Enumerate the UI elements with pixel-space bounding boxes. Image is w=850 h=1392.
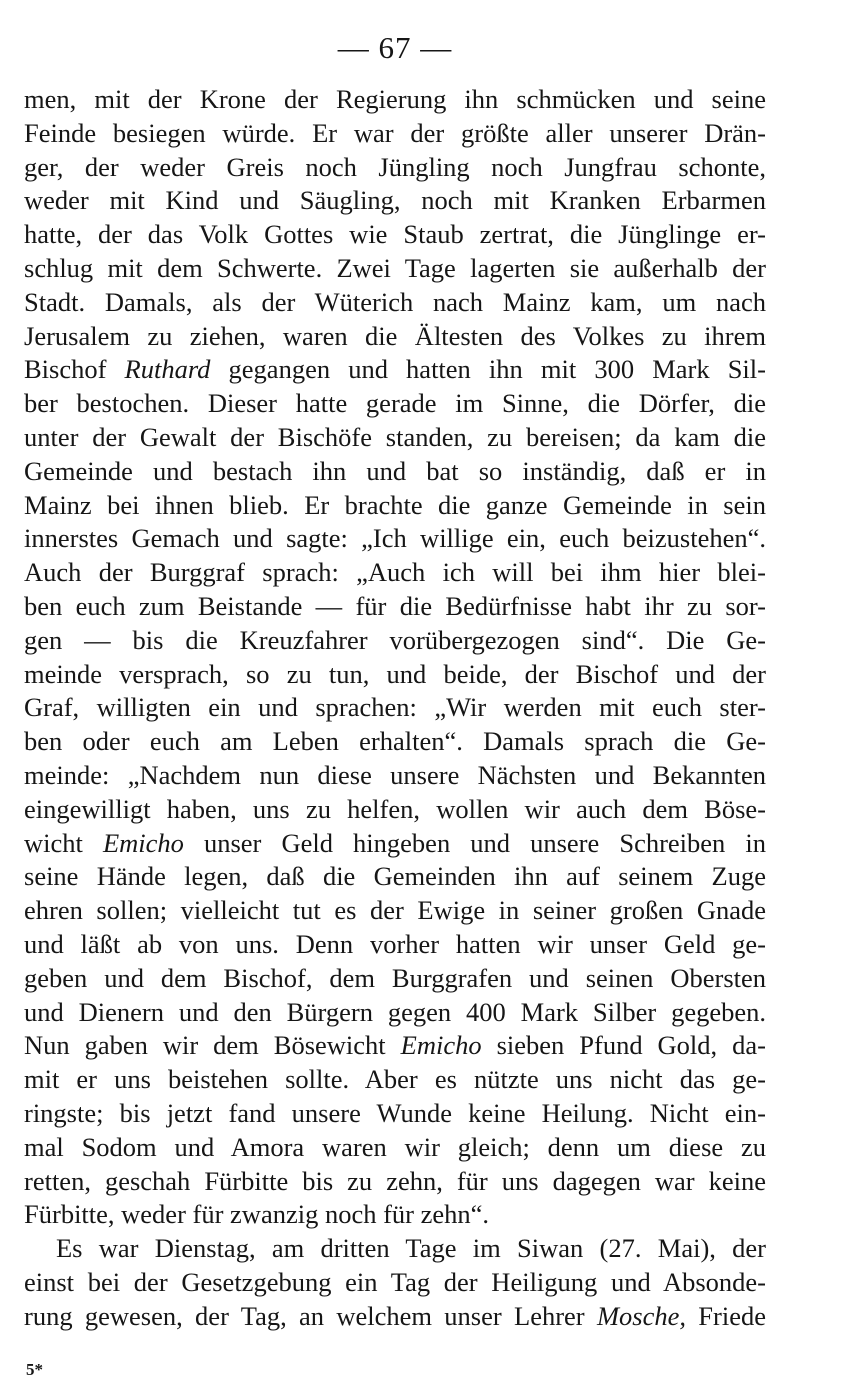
line-text: eingewilligt haben, uns zu helfen, wollen wir auch dem Böse- bbox=[24, 793, 766, 824]
text-line bbox=[24, 759, 766, 793]
line-text: geben und dem Bischof, dem Burggrafen und seinen Obersten bbox=[24, 962, 766, 993]
italic-name: Mosche, bbox=[596, 1300, 686, 1331]
line-text: mit er uns beistehen sollte. Aber es nützte uns nicht das ge- bbox=[24, 1064, 766, 1095]
line-text: Bischof bbox=[24, 354, 125, 385]
line-text: einst bei der Gesetzgebung ein Tag der Heiligung und Absonde- bbox=[24, 1266, 766, 1297]
text-line bbox=[24, 1165, 766, 1199]
line-text: Auch der Burggraf sprach: „Auch ich will bei ihm hier blei- bbox=[24, 557, 766, 588]
text-line bbox=[24, 928, 766, 962]
text-line bbox=[24, 320, 766, 354]
line-text: sieben Pfund Gold, da- bbox=[481, 1030, 766, 1061]
line-text: Nun gaben wir dem Bösewicht bbox=[24, 1030, 401, 1061]
text-line bbox=[24, 421, 766, 455]
text-line bbox=[24, 658, 766, 692]
line-text: rung gewesen, der Tag, an welchem unser Lehrer bbox=[24, 1300, 597, 1331]
text-line bbox=[24, 522, 766, 556]
line-text: retten, geschah Fürbitte bis zu zehn, für uns dagegen war keine bbox=[24, 1165, 766, 1196]
text-line bbox=[24, 691, 766, 725]
signature-mark: 5* bbox=[26, 1360, 43, 1379]
line-text: unser Geld hingeben und unsere Schreiben in bbox=[183, 827, 766, 858]
line-text: ger, der weder Greis noch Jüngling noch Jungfrau schonte, bbox=[24, 151, 766, 182]
text-line bbox=[24, 83, 766, 117]
line-text: schlug mit dem Schwerte. Zwei Tage lagerten sie außerhalb der bbox=[24, 252, 766, 283]
line-text: meinde versprach, so zu tun, und beide, der Bischof und der bbox=[24, 658, 766, 689]
line-text: gegangen und hatten ihn mit 300 Mark Sil- bbox=[210, 354, 766, 385]
text-line bbox=[24, 996, 766, 1030]
text-line bbox=[24, 489, 766, 523]
line-text: Jerusalem zu ziehen, waren die Ältesten des Volkes zu ihrem bbox=[24, 320, 766, 351]
line-text: Stadt. Damals, als der Wüterich nach Mainz kam, um nach bbox=[24, 286, 766, 317]
text-line bbox=[24, 725, 766, 759]
line-text: unter der Gewalt der Bischöfe standen, zu bereisen; da kam die bbox=[24, 421, 766, 452]
text-line bbox=[24, 218, 766, 252]
line-text: ringste; bis jetzt fand unsere Wunde keine Heilung. Nicht ein- bbox=[24, 1097, 766, 1128]
text-line bbox=[24, 860, 766, 894]
line-text: ben oder euch am Leben erhalten“. Damals sprach die Ge- bbox=[24, 726, 766, 757]
text-line bbox=[24, 793, 766, 827]
line-text: gen — bis die Kreuzfahrer vorübergezogen sind“. Die Ge- bbox=[24, 624, 766, 655]
line-text: und läßt ab von uns. Denn vorher hatten wir unser Geld ge- bbox=[24, 928, 766, 959]
line-text: ben euch zum Beistande — für die Bedürfnisse habt ihr zu sor- bbox=[24, 590, 766, 621]
line-text: ehren sollen; vielleicht tut es der Ewige in seiner großen Gnade bbox=[24, 895, 766, 926]
italic-name: Emicho bbox=[400, 1030, 482, 1061]
text-line bbox=[24, 1097, 766, 1131]
line-text: seine Hände legen, daß die Gemeinden ihn auf seinem Zuge bbox=[24, 861, 766, 892]
text-line bbox=[24, 252, 766, 286]
text-line bbox=[24, 455, 766, 489]
line-text: und Dienern und den Bürgern gegen 400 Mark Silber gegeben. bbox=[24, 996, 766, 1027]
text-line bbox=[24, 1131, 766, 1165]
line-text: weder mit Kind und Säugling, noch mit Kranken Erbarmen bbox=[24, 185, 766, 216]
text-line bbox=[24, 1300, 766, 1334]
text-line bbox=[24, 387, 766, 421]
line-text: meinde: „Nachdem nun diese unsere Nächsten und Bekannten bbox=[24, 759, 766, 790]
line-text: hatte, der das Volk Gottes wie Staub zertrat, die Jünglinge er- bbox=[24, 219, 766, 250]
line-text: Graf, willigten ein und sprachen: „Wir werden mit euch ster- bbox=[24, 692, 766, 723]
text-line bbox=[24, 827, 766, 861]
body-text bbox=[24, 83, 766, 1333]
italic-name: Ruthard bbox=[124, 354, 211, 385]
text-line bbox=[24, 117, 766, 151]
line-text: Feinde besiegen würde. Er war der größte aller unserer Drän- bbox=[24, 117, 766, 148]
text-line bbox=[24, 590, 766, 624]
text-line bbox=[24, 286, 766, 320]
text-line bbox=[24, 556, 766, 590]
text-line bbox=[24, 151, 766, 185]
text-line bbox=[24, 1029, 766, 1063]
line-text: Gemeinde und bestach ihn und bat so inständig, daß er in bbox=[24, 455, 766, 486]
page-number: — 67 — bbox=[337, 30, 453, 65]
text-line bbox=[24, 1266, 766, 1300]
line-text: mal Sodom und Amora waren wir gleich; denn um diese zu bbox=[24, 1131, 766, 1162]
text-line bbox=[24, 1063, 766, 1097]
text-line bbox=[24, 353, 766, 387]
text-line bbox=[24, 894, 766, 928]
text-line bbox=[24, 1198, 766, 1232]
line-text: men, mit der Krone der Regierung ihn schmücken und seine bbox=[24, 84, 766, 114]
line-text: innerstes Gemach und sagte: „Ich willige ein, euch beizustehen“. bbox=[24, 523, 766, 554]
line-text: Friede bbox=[685, 1300, 766, 1331]
line-text: ber bestochen. Dieser hatte gerade im Sinne, die Dörfer, die bbox=[24, 388, 766, 419]
text-line bbox=[24, 962, 766, 996]
italic-name: Emicho bbox=[102, 827, 184, 858]
text-line bbox=[24, 184, 766, 218]
line-text: Es war Dienstag, am dritten Tage im Siwan (27. Mai), der bbox=[56, 1233, 766, 1264]
text-line bbox=[24, 1232, 766, 1266]
line-text: Fürbitte, weder für zwanzig noch für zehn“. bbox=[24, 1199, 490, 1230]
text-line bbox=[24, 624, 766, 658]
line-text: wicht bbox=[24, 827, 103, 858]
line-text: Mainz bei ihnen blieb. Er brachte die ganze Gemeinde in sein bbox=[24, 489, 766, 520]
